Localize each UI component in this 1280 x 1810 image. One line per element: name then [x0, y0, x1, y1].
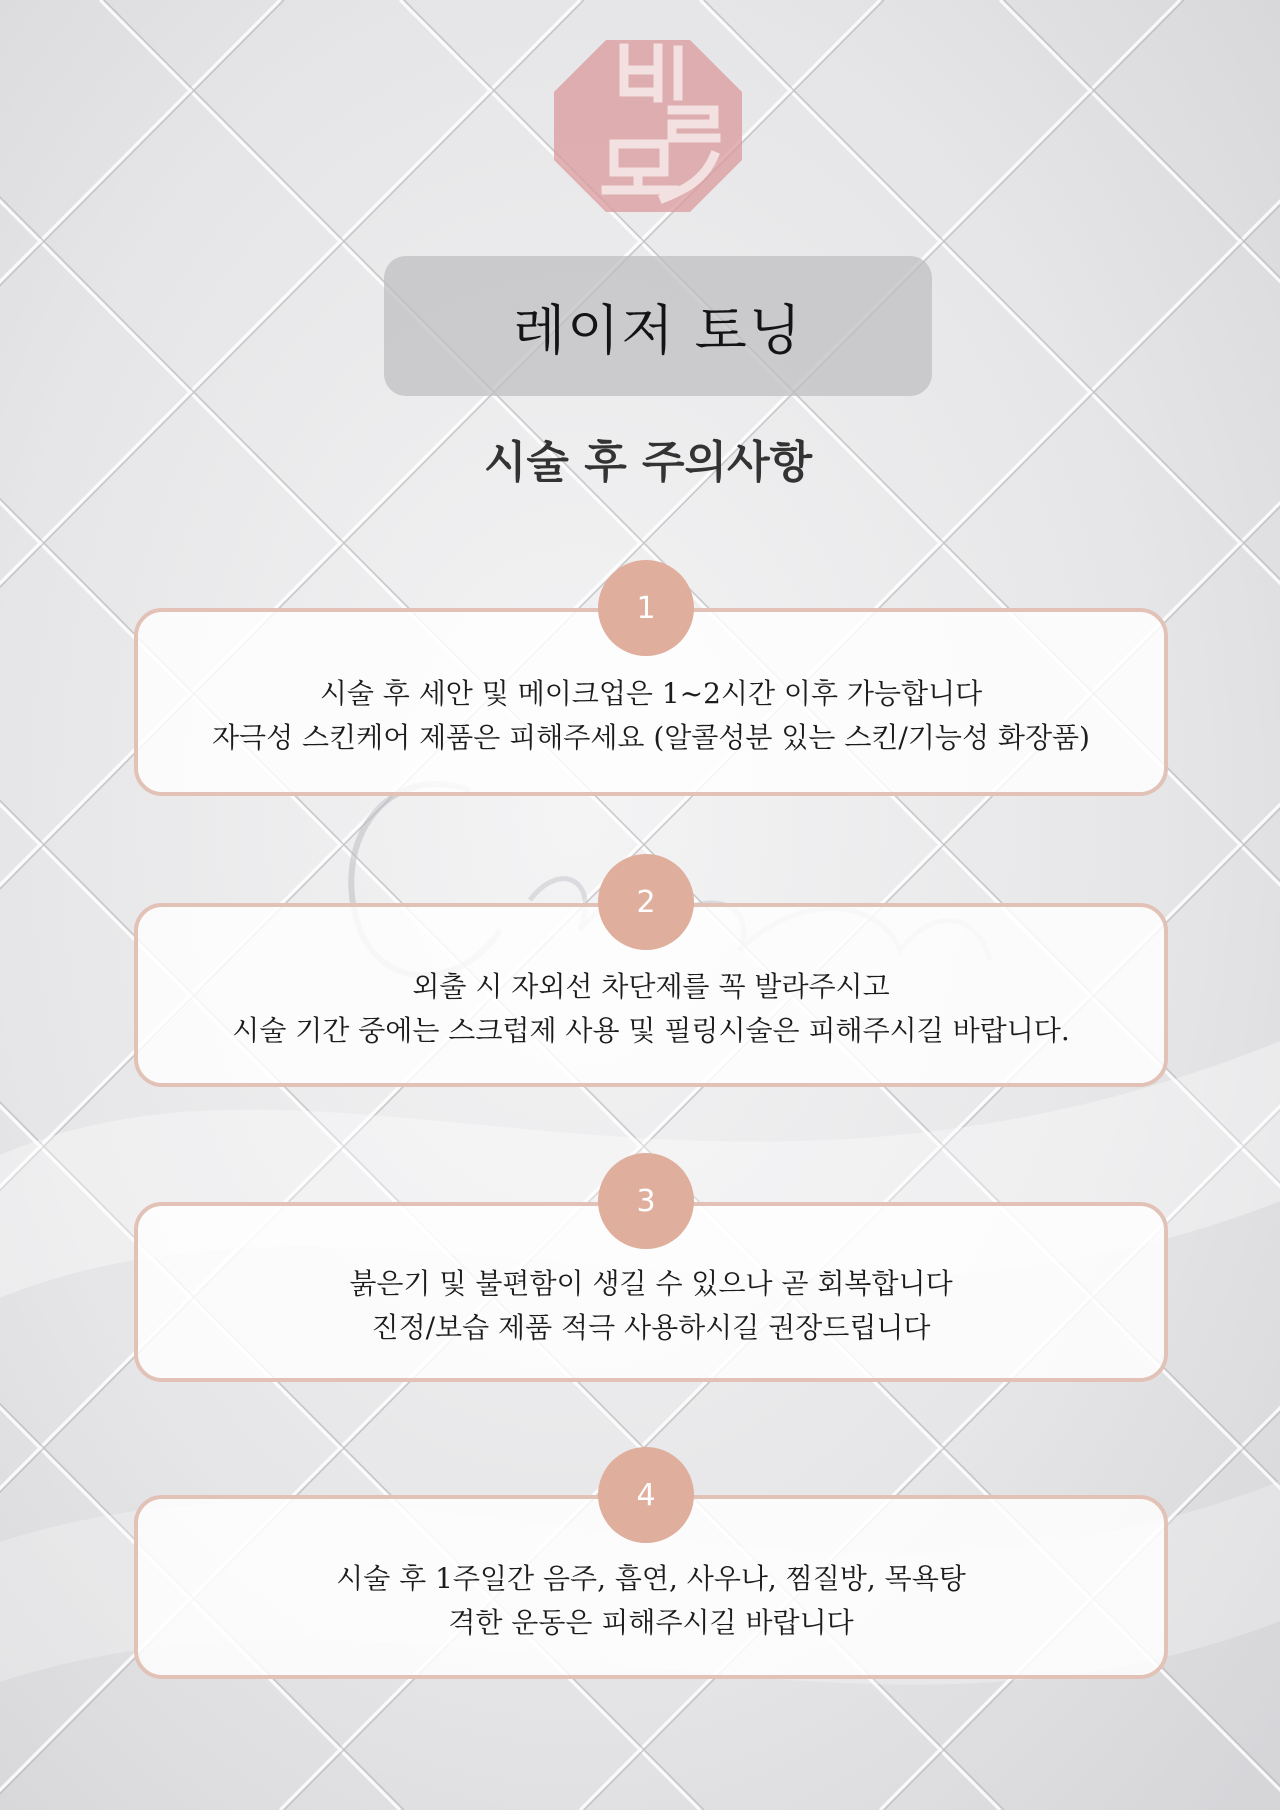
page-title: 레이저 토닝 — [513, 298, 803, 362]
brand-logo-seal — [554, 40, 742, 212]
step-3-line-1: 붉은기 및 불편함이 생길 수 있으나 곧 회복합니다 — [349, 1267, 953, 1300]
step-2-line-2: 시술 기간 중에는 스크럽제 사용 및 필링시술은 피해주시길 바랍니다. — [232, 1014, 1070, 1047]
step-4-line-1: 시술 후 1주일간 음주, 흡연, 사우나, 찜질방, 목욕탕 — [336, 1562, 966, 1595]
step-2-line-1: 외출 시 자외선 차단제를 꼭 발라주시고 — [412, 970, 890, 1003]
title-banner — [384, 256, 932, 396]
step-number-badge-4: 4 — [598, 1447, 694, 1543]
page-subtitle: 시술 후 주의사항 — [483, 437, 813, 488]
step-1-line-2: 자극성 스킨케어 제품은 피해주세요 (알콜성분 있는 스킨/기능성 화장품) — [212, 721, 1090, 754]
step-number-badge-1: 1 — [598, 560, 694, 656]
step-1-line-1: 시술 후 세안 및 메이크업은 1~2시간 이후 가능합니다 — [319, 677, 983, 710]
step-number-badge-3: 3 — [598, 1153, 694, 1249]
step-3-line-2: 진정/보습 제품 적극 사용하시길 권장드립니다 — [371, 1311, 931, 1344]
step-number-badge-2: 2 — [598, 854, 694, 950]
step-4-line-2: 격한 운동은 피해주시길 바랍니다 — [448, 1606, 854, 1639]
